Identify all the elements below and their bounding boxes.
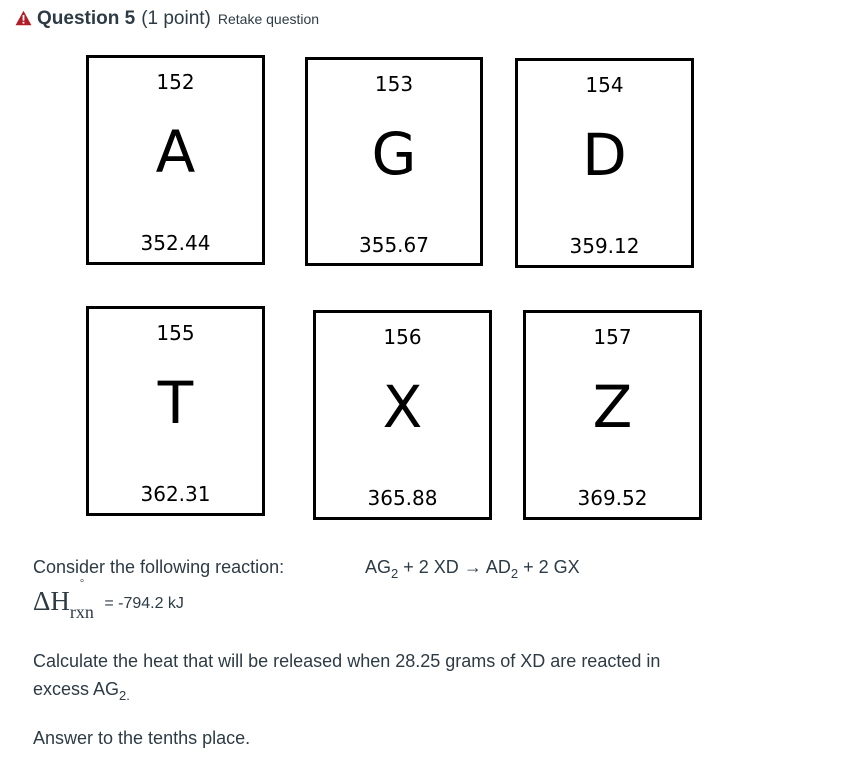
atomic-mass: 352.44 (140, 231, 211, 255)
element-tile-g (305, 57, 483, 266)
atomic-number: 152 (156, 70, 195, 94)
question-title: Question 5 (37, 8, 136, 29)
question-points: (1 point) (141, 8, 211, 29)
reactant-ag-subscript: 2 (391, 566, 399, 581)
atomic-number: 153 (374, 72, 414, 96)
element-tile-x (313, 310, 492, 520)
element-tile-d (515, 58, 694, 268)
question-header (15, 8, 319, 30)
atomic-number: 156 (383, 325, 422, 349)
element-tile-z (523, 310, 702, 520)
atomic-mass: 355.67 (359, 233, 429, 257)
product-ad-subscript: 2 (510, 566, 519, 581)
enthalpy-line (33, 578, 184, 622)
calculate-text-line2 (33, 679, 130, 703)
atomic-number: 155 (156, 321, 195, 345)
reactant-ag: AG (365, 557, 392, 577)
reaction-equation (365, 557, 580, 581)
element-tile-t (86, 306, 265, 516)
atomic-mass: 362.31 (140, 482, 211, 506)
excess-subscript: 2. (119, 688, 130, 703)
atomic-mass: 365.88 (367, 486, 438, 510)
reaction-arrow: → (463, 557, 482, 577)
element-symbol: A (155, 118, 196, 186)
element-symbol: X (382, 373, 423, 441)
delta-h-subscript: rxn (69, 602, 94, 622)
atomic-mass: 359.12 (569, 234, 640, 258)
atomic-mass: 369.52 (577, 486, 648, 510)
degree-symbol: ° (80, 578, 84, 589)
retake-question-label: Retake question (217, 11, 320, 27)
element-tile-a (86, 55, 265, 265)
reactant-xd: + 2 XD (403, 557, 459, 577)
answer-instruction: Answer to the tenths place. (33, 728, 251, 748)
calculate-text-line1: Calculate the heat that will be released when 28.25 grams of XD are reacted in (33, 651, 661, 671)
delta-h-symbol: ΔH (33, 586, 70, 616)
element-symbol: G (371, 120, 417, 188)
element-symbol: T (157, 369, 194, 437)
warning-icon (15, 10, 32, 26)
atomic-number: 157 (593, 325, 632, 349)
delta-h-value: = -794.2 kJ (104, 595, 184, 612)
atomic-number: 154 (585, 73, 624, 97)
element-symbol: Z (592, 373, 633, 441)
excess-label: excess AG (33, 679, 120, 699)
product-gx: + 2 GX (523, 557, 580, 577)
element-symbol: D (582, 121, 627, 189)
product-ad: AD (485, 557, 511, 577)
consider-reaction-text: Consider the following reaction: (33, 557, 285, 577)
